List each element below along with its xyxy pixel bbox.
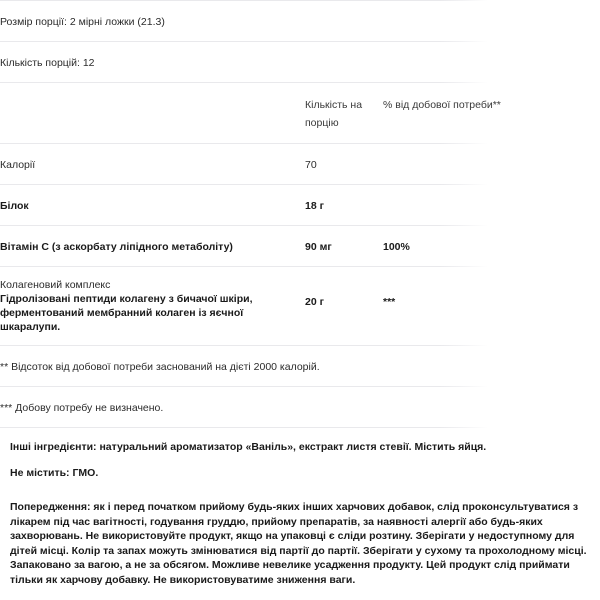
servings-per-container-text: Кількість порцій: 12 <box>0 57 95 69</box>
table-row-collagen-complex <box>0 267 600 345</box>
table-row-footnote-not-established <box>0 387 600 427</box>
nutrient-name: Калорії <box>0 159 36 171</box>
collagen-complex-title: Колагеновий комплекс <box>0 279 111 291</box>
nutrient-daily-value: *** <box>383 296 396 308</box>
column-header-amount-per-serving: Кількість на порцію <box>305 99 363 129</box>
divider-line <box>0 427 600 428</box>
table-row-protein <box>0 185 600 225</box>
nutrient-name: Вітамін C (з аскорбату ліпідного метаболіту) <box>0 241 233 253</box>
table-divider <box>0 427 600 428</box>
table-row-servings-per-container <box>0 42 600 82</box>
table-row-calories <box>0 144 600 184</box>
footnote-daily-value: ** Відсоток від добової потреби заснований на дієті 2000 калорій. <box>0 361 320 373</box>
nutrient-amount: 18 г <box>305 200 324 212</box>
table-row-vitamin-c <box>0 226 600 266</box>
nutrient-amount: 90 мг <box>305 241 332 253</box>
nutrient-name: Білок <box>0 200 29 212</box>
collagen-complex-description-line-2: ферментований мембранний колаген із яєчної шкаралупи. <box>0 307 244 333</box>
column-header-percent-daily-value: % від добової потреби** <box>383 99 501 111</box>
other-ingredients-text: Інші інгредієнти: натуральний ароматизатор «Ваніль», екстракт листя стевії. Містить яйця. <box>10 441 487 453</box>
warning-text: Попередження: як і перед початком прийому будь-яких інших харчових добавок, слід проконсультуватися з лікарем під час вагітності, годування груддю, прийому препаратів, за наявності алергії або будь-яких захворювань. Не використовуйте продукт, якщо на упаковці є сліди розтину. Зберігати у недоступному для дітей місці. Колір та запах можуть змінюватися від партії до партії. Зберігати у сухому та прохолодному місці. Запаковано за вагою, а не за обсягом. Можливе невелике усадження продукту. Цей продукт слід приймати тільки як харчову добавку. Не використовуватиме зниження ваги. <box>10 501 587 586</box>
table-header-row <box>0 83 600 143</box>
table-row-footnote-daily-value <box>0 346 600 386</box>
free-from-text: Не містить: ГМО. <box>10 467 99 479</box>
serving-size-text: Розмір порції: 2 мірні ложки (21.3) <box>0 16 165 28</box>
supplement-details-section <box>0 440 600 587</box>
table-row-serving-size <box>0 1 600 41</box>
nutrient-amount: 20 г <box>305 296 324 308</box>
nutrient-daily-value: 100% <box>383 241 410 253</box>
collagen-complex-description-line-1: Гідролізовані пептиди колагену з бичачої шкіри, <box>0 293 253 305</box>
nutrient-amount: 70 <box>305 159 317 171</box>
footnote-not-established: *** Добову потребу не визначено. <box>0 402 164 414</box>
